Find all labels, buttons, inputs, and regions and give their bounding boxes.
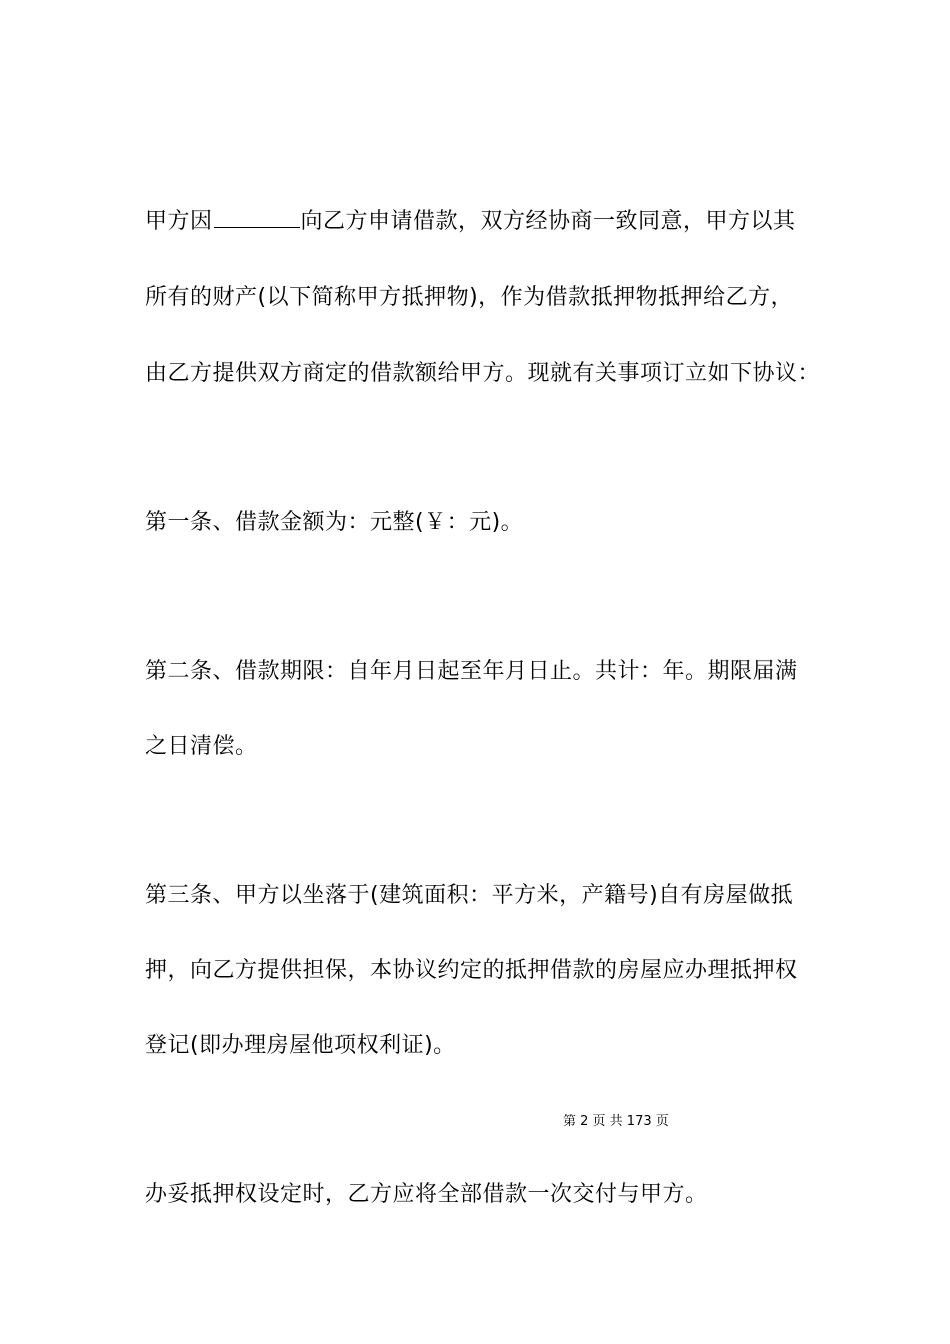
intro-line-3: 由乙方提供双方商定的借款额给甲方。现就有关事项订立如下协议： [145, 361, 821, 386]
intro-text-after-blank: 向乙方申请借款，双方经协商一致同意，甲方以其 [300, 209, 796, 234]
article-3-line-1: 第三条、甲方以坐落于(建筑面积：平方米，产籍号)自有房屋做抵 [145, 883, 794, 908]
intro-text-before-blank: 甲方因 [145, 209, 213, 234]
intro-line-1 [145, 207, 796, 237]
intro-line-2: 所有的财产(以下简称甲方抵押物)，作为借款抵押物抵押给乙方， [145, 285, 794, 310]
article-3-line-3: 登记(即办理房屋他项权利证)。 [145, 1033, 456, 1058]
article-2-line-1: 第二条、借款期限：自年月日起至年月日止。共计：年。期限届满 [145, 659, 798, 684]
continuation-line-1: 办妥抵押权设定时，乙方应将全部借款一次交付与甲方。 [145, 1182, 708, 1207]
article-3-line-2: 押，向乙方提供担保，本协议约定的抵押借款的房屋应办理抵押权 [145, 958, 798, 983]
article-2-line-2: 之日清偿。 [145, 734, 258, 759]
fill-in-blank [214, 209, 300, 228]
page-number-footer: 第 2 页 共 173 页 [563, 1114, 669, 1129]
article-1-line-1: 第一条、借款金额为：元整(￥：元)。 [145, 510, 524, 535]
